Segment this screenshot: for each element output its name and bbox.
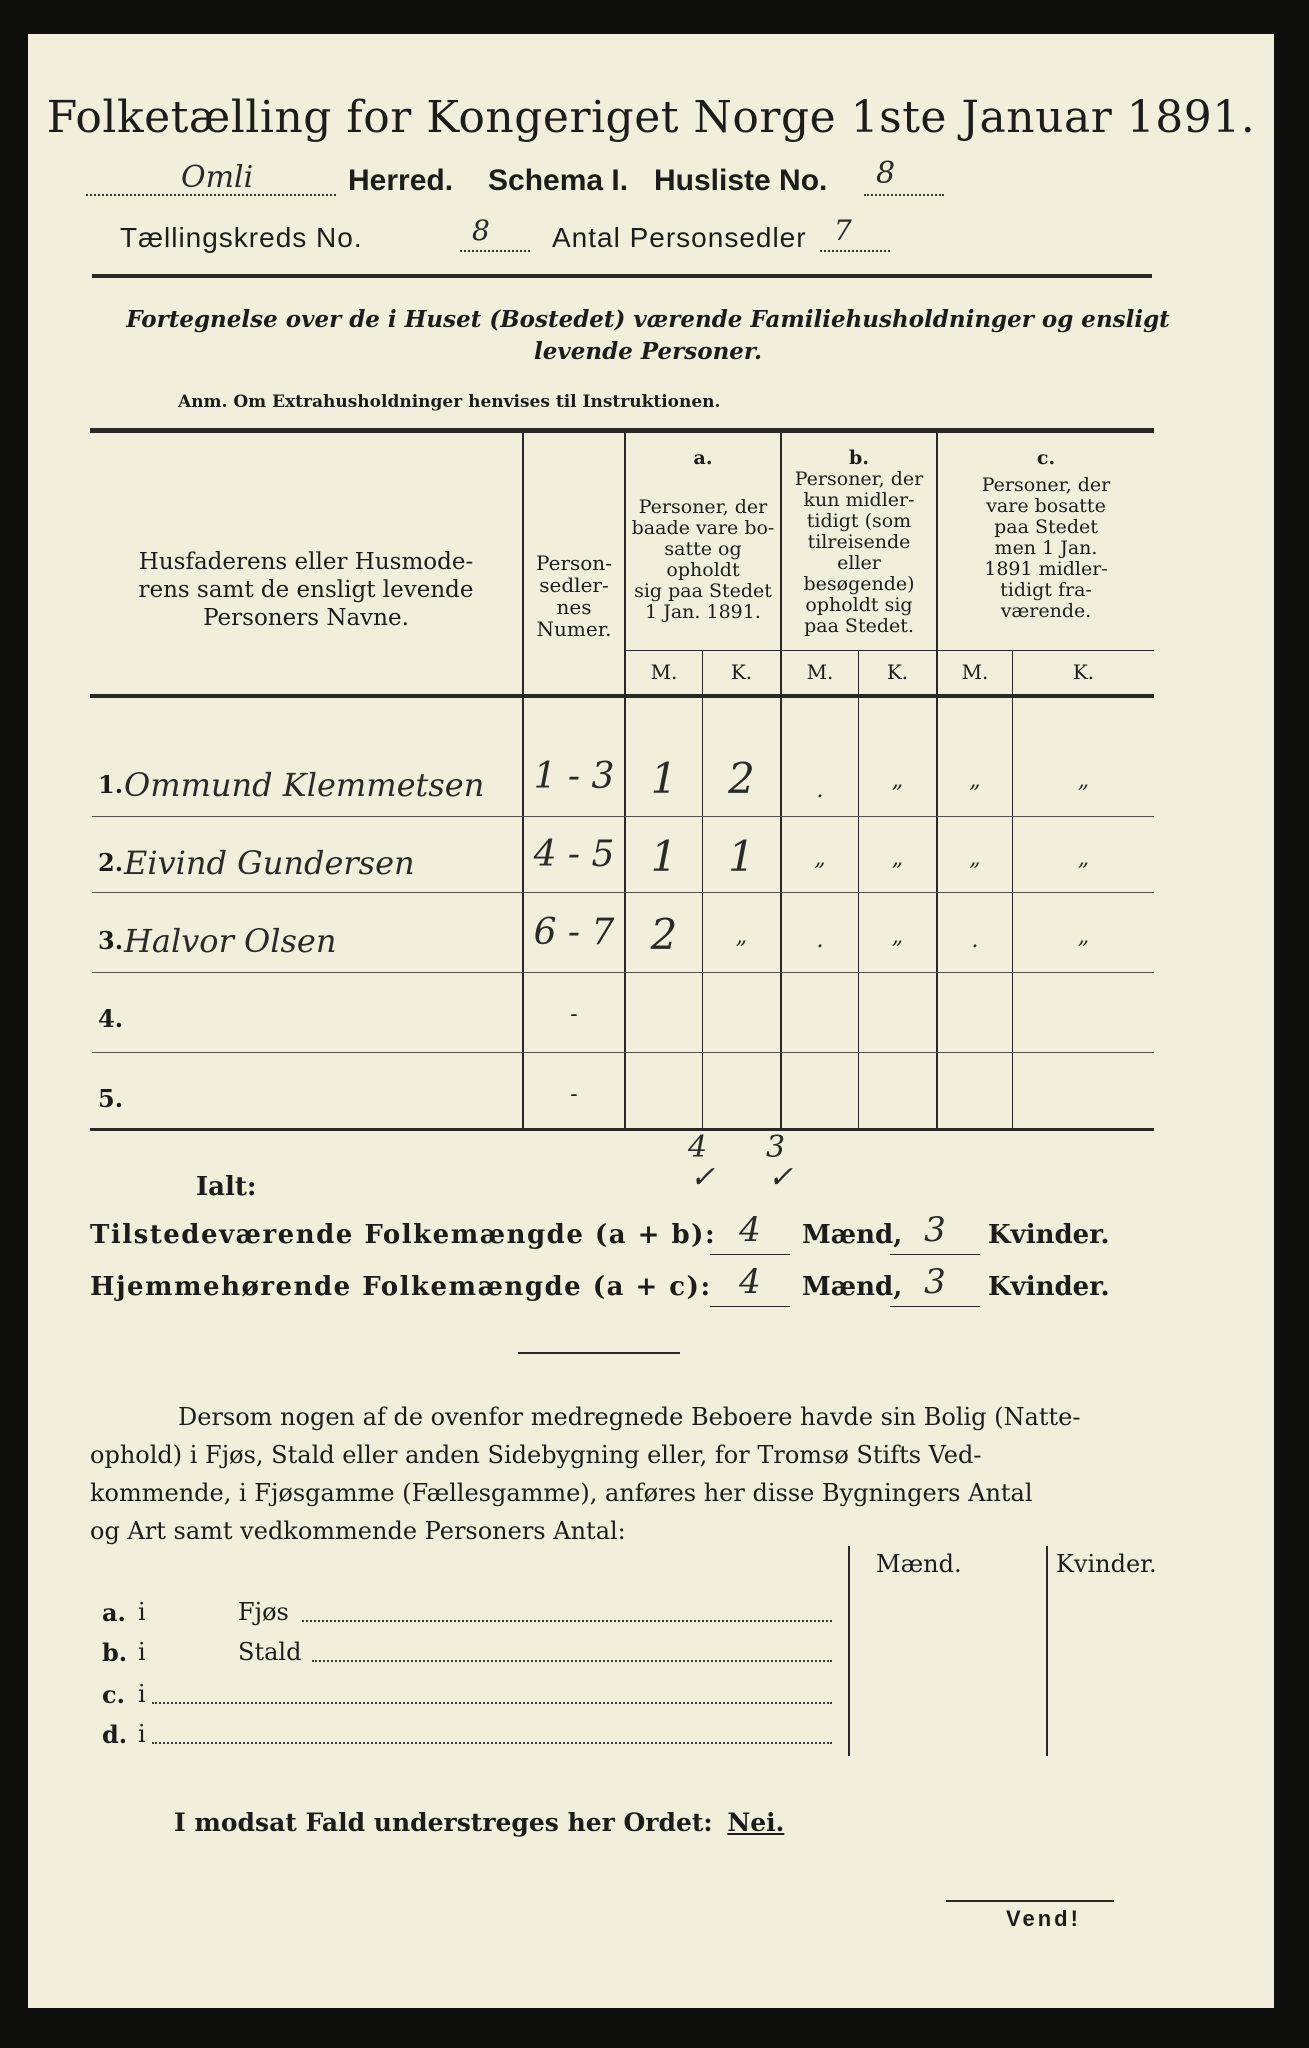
- totals: [90, 1210, 1170, 1320]
- person-name: Ommund Klemmetsen: [124, 766, 485, 804]
- intro-line-2: levende Personer.: [534, 338, 762, 365]
- anm-note: Anm. Om Extrahusholdninger henvises til Instruktionen.: [178, 392, 721, 412]
- col-header-c: c. Personer, der vare bosatte paa Stedet men 1 Jan. 1891 midler- tidigt fra- værende.: [981, 447, 1111, 622]
- hjemme-kvinder: 3: [924, 1262, 946, 1302]
- cell-c-k: „: [1077, 846, 1090, 871]
- cell-a-k: 2: [728, 754, 755, 803]
- row-number: 4.: [98, 1004, 124, 1033]
- cell-b-k: „: [891, 768, 904, 793]
- tilstede-kvinder: 3: [924, 1210, 946, 1250]
- ialt-label: Ialt:: [196, 1172, 257, 1202]
- col-c-k: K.: [1072, 660, 1095, 684]
- cell-b-m: .: [816, 778, 824, 803]
- tilstede-label: Tilstedeværende Folkemængde (a + b):: [90, 1220, 717, 1250]
- col-header-b: b. Personer, der kun midler- tidigt (som tilreisende eller besøgende) opholdt sig paa Stedet.: [794, 447, 924, 637]
- modsat-text: I modsat Fald understreges her Ordet: Nei.: [174, 1808, 785, 1837]
- husliste-value: 8: [876, 156, 896, 191]
- cell-b-k: „: [891, 846, 904, 871]
- person-numbers: 4 - 5: [533, 834, 615, 875]
- maend-label: Mænd,: [802, 1272, 903, 1302]
- building-item: c. i: [102, 1680, 832, 1720]
- col-header-number: Person- sedler- nes Numer.: [536, 551, 612, 641]
- nei-word: Nei.: [727, 1808, 785, 1837]
- ialt-a-k-check: ✓: [768, 1160, 794, 1195]
- col-a-k: K.: [730, 660, 753, 684]
- intro-line-1: Fortegnelse over de i Huset (Bostedet) værende Familiehusholdninger og ensligt: [126, 306, 1170, 333]
- buildings-kvinder-header: Kvinder.: [1056, 1550, 1157, 1578]
- cell-a-k: „: [735, 924, 748, 949]
- schema-label: Schema I.: [488, 164, 629, 197]
- antal-label: Antal Personsedler: [552, 222, 807, 253]
- ialt-row: [188, 1130, 988, 1224]
- col-header-a: a. Personer, der baade vare bo- satte og opholdt sig paa Stedet 1 Jan. 1891.: [631, 447, 775, 623]
- cell-c-m: „: [969, 768, 981, 793]
- hjemme-label: Hjemmehørende Folkemængde (a + c):: [90, 1272, 712, 1302]
- ialt-a-k: 3: [766, 1130, 786, 1165]
- col-header-name: Husfaderens eller Husmode- rens samt de ensligt levende Personers Navne.: [138, 549, 474, 631]
- table-row: [90, 1004, 1154, 1052]
- building-item: b. i Stald: [102, 1638, 832, 1678]
- person-numbers: -: [570, 1002, 578, 1027]
- col-b-k: K.: [886, 660, 909, 684]
- row-number: 3.: [98, 926, 124, 955]
- col-c-m: M.: [961, 660, 989, 684]
- antal-value: 7: [834, 214, 852, 247]
- hjemme-maend: 4: [739, 1262, 761, 1302]
- col-b-m: M.: [806, 660, 834, 684]
- form-title: Folketælling for Kongeriget Norge 1ste Januar 1891.: [46, 92, 1256, 143]
- cell-a-m: 2: [650, 910, 678, 959]
- herred-value: Omli: [181, 160, 254, 195]
- sidebygning-paragraph: Dersom nogen af de ovenfor medregnede Beboere havde sin Bolig (Natte- ophold) i Fjøs, Stald eller anden Sidebygning eller, for Tromsø Stifts Ved- kommende, i Fjøsgamme (Fællesgamme), anføres her disse Bygningers Antal og Art samt vedkommende Personers Antal:: [90, 1403, 1081, 1545]
- row-number: 2.: [98, 848, 124, 877]
- row-number: 5.: [98, 1084, 124, 1113]
- cell-b-m: .: [816, 928, 824, 953]
- cell-c-k: „: [1077, 768, 1090, 793]
- cell-c-m: „: [969, 846, 981, 871]
- cell-a-k: 1: [728, 832, 755, 881]
- census-form-page: [28, 34, 1274, 2008]
- table-row: [90, 1084, 1154, 1132]
- cell-a-m: 1: [650, 832, 678, 881]
- building-item: d. i: [102, 1720, 832, 1760]
- cell-b-m: „: [814, 846, 826, 871]
- household-table: [90, 428, 1154, 1134]
- col-a-m: M.: [650, 660, 678, 684]
- person-name: Eivind Gundersen: [124, 844, 415, 882]
- table-row: [90, 910, 1154, 972]
- kvinder-label: Kvinder.: [988, 1272, 1110, 1302]
- building-item: a. i Fjøs: [102, 1598, 832, 1638]
- herred-label: Herred.: [348, 164, 454, 197]
- vend-label: Vend!: [1006, 1906, 1081, 1931]
- table-row: [90, 832, 1154, 894]
- table-row: [90, 754, 1154, 816]
- person-numbers: 6 - 7: [533, 912, 615, 953]
- tilstede-maend: 4: [739, 1210, 761, 1250]
- ialt-a-m: 4: [688, 1130, 708, 1165]
- husliste-label: Husliste No.: [654, 164, 828, 197]
- row-number: 1.: [98, 770, 124, 799]
- kreds-value: 8: [472, 214, 490, 247]
- ialt-a-m-check: ✓: [690, 1160, 716, 1195]
- cell-c-k: „: [1077, 924, 1090, 949]
- herred-line: [86, 156, 1226, 212]
- maend-label: Mænd,: [802, 1220, 903, 1250]
- cell-b-k: „: [891, 924, 904, 949]
- cell-a-m: 1: [650, 754, 678, 803]
- short-divider: [518, 1352, 680, 1354]
- kreds-line: [120, 214, 1220, 270]
- cell-c-m: .: [971, 928, 979, 953]
- person-name: Halvor Olsen: [124, 922, 337, 960]
- person-numbers: -: [570, 1082, 578, 1107]
- buildings-table: [90, 1544, 1170, 1760]
- kvinder-label: Kvinder.: [988, 1220, 1110, 1250]
- buildings-maend-header: Mænd.: [876, 1550, 962, 1578]
- kreds-label: Tællingskreds No.: [120, 222, 363, 253]
- person-numbers: 1 - 3: [533, 756, 615, 797]
